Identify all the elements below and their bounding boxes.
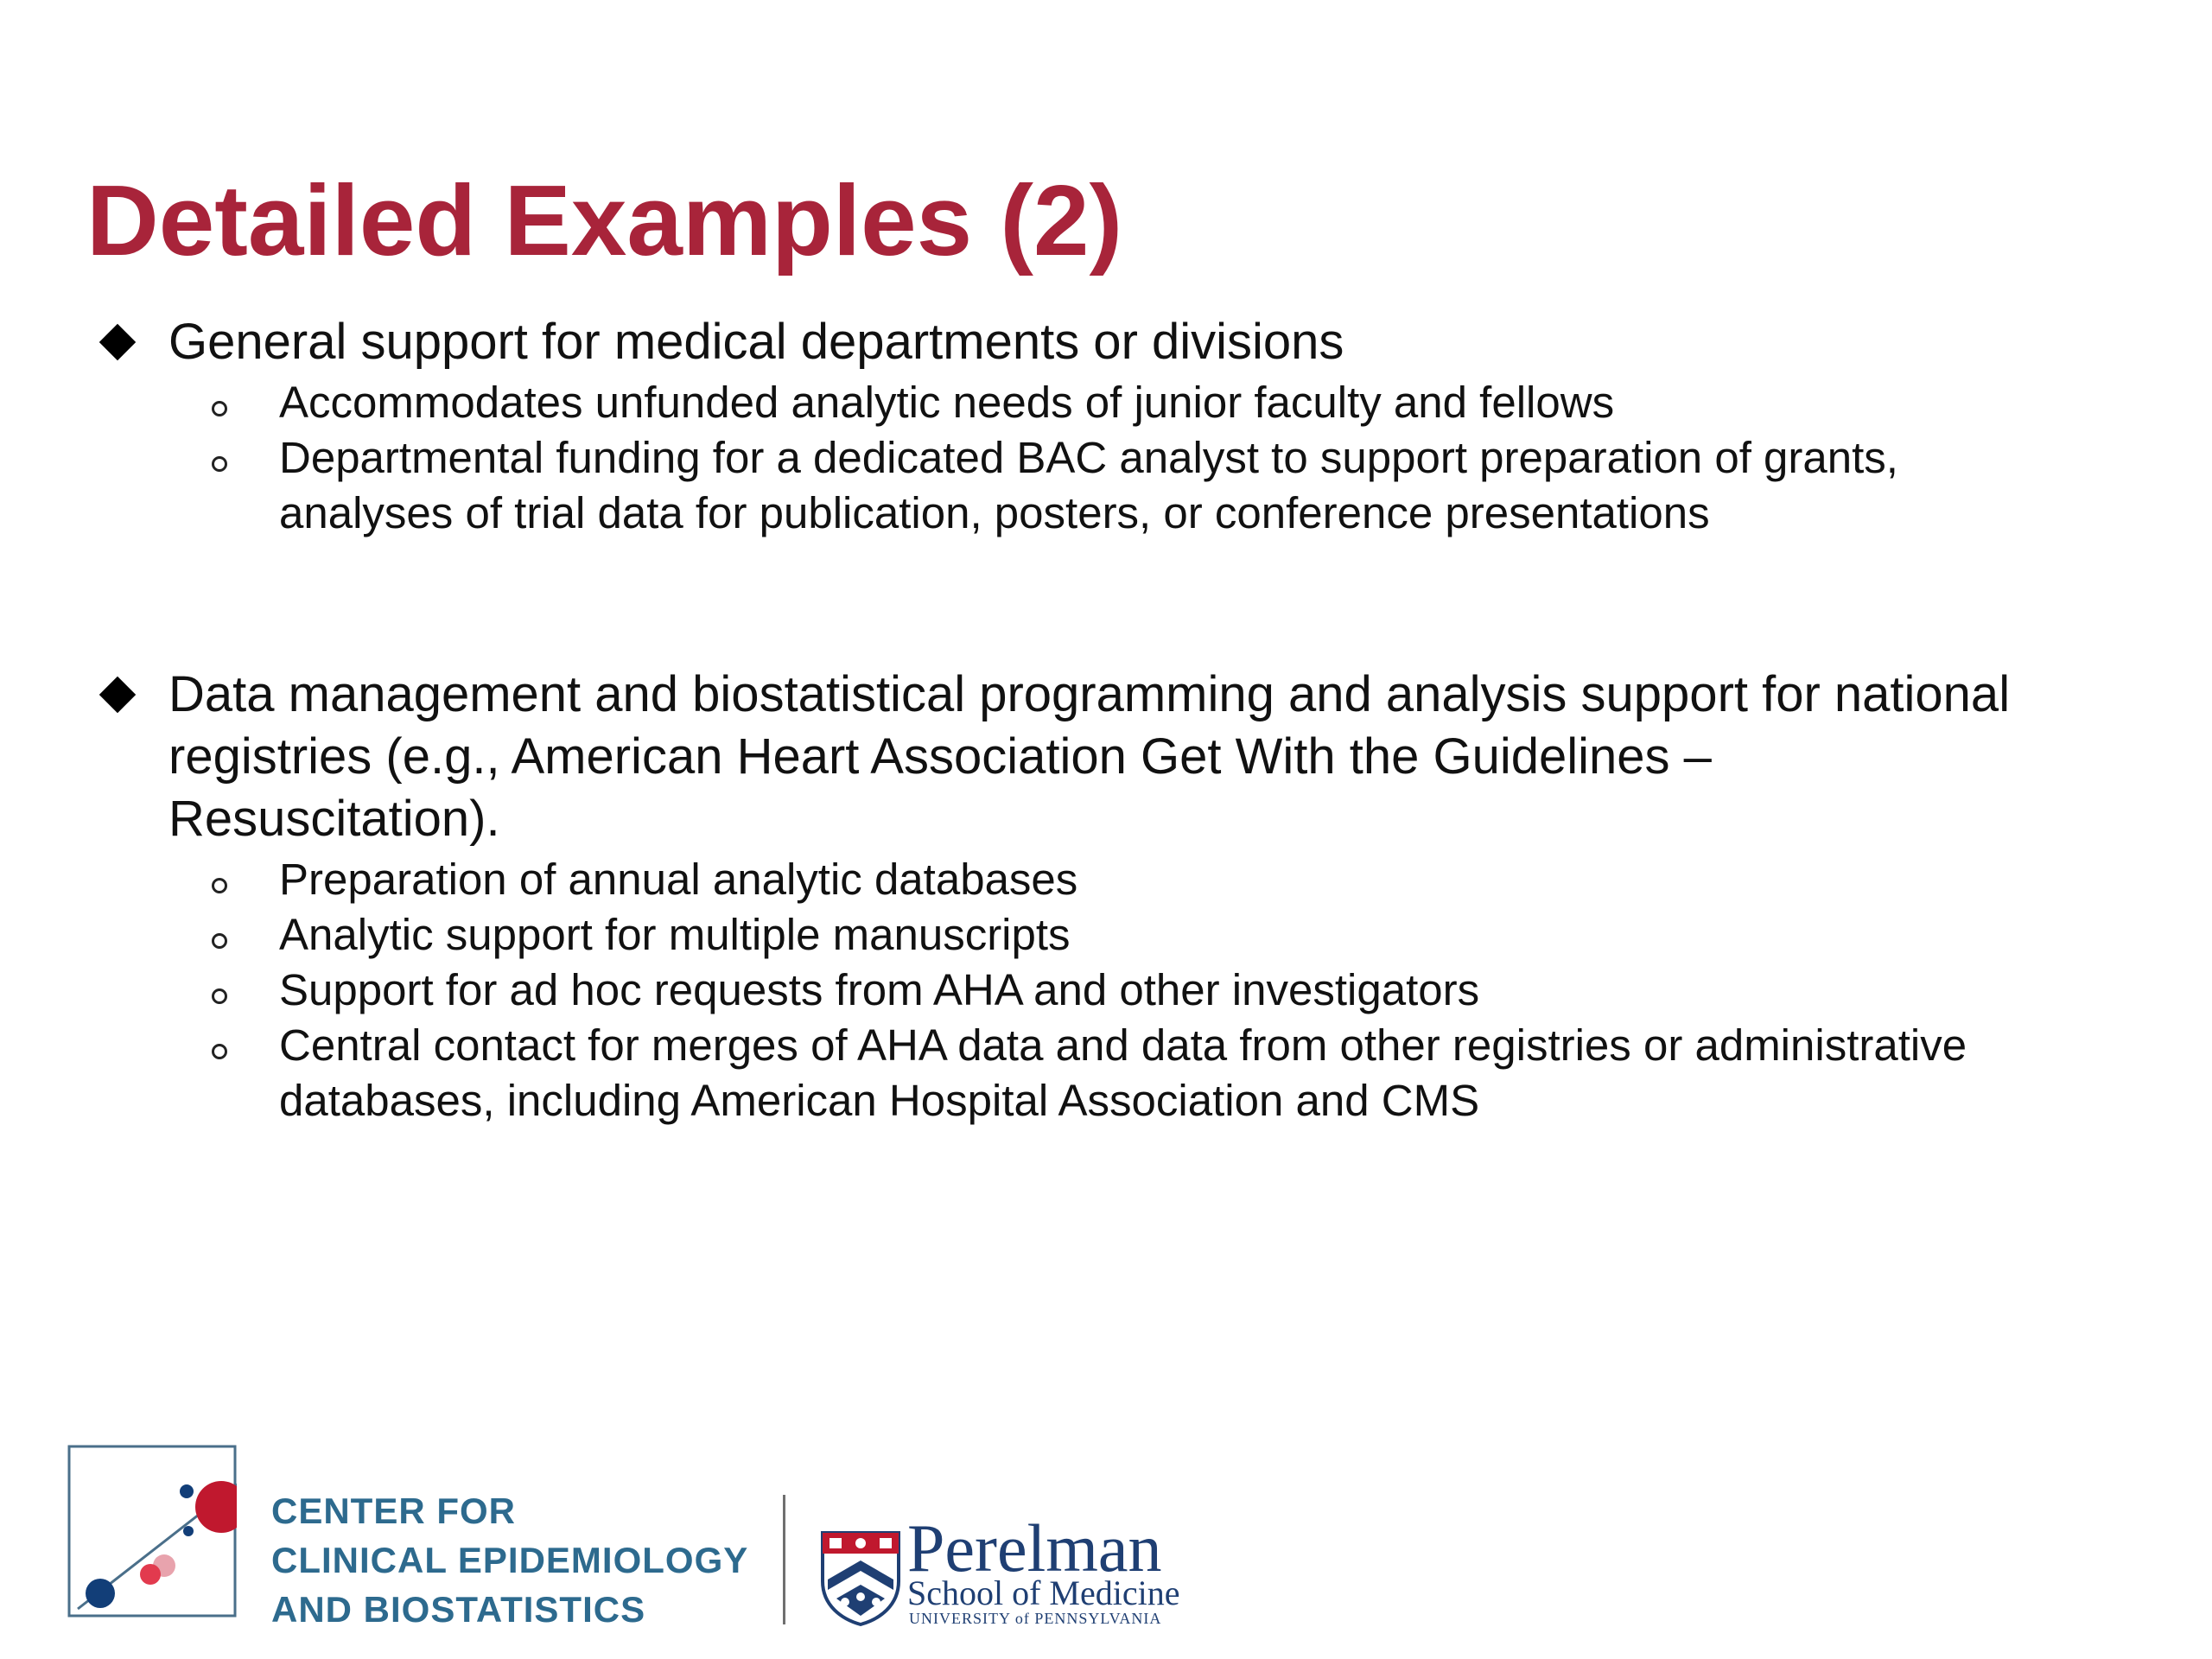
bullet-heading [99,311,2035,373]
sub-item [99,1018,2035,1128]
sub-item-text: Support for ad hoc requests from AHA and other investigators [279,965,1480,1014]
bullet-item [99,664,2035,1128]
cceb-wordmark [271,1486,748,1634]
sub-item-text: Analytic support for multiple manuscripts [279,910,1071,959]
bullet-text: Data management and biostatistical programming and analysis support for national registries (e.g., American Heart Association Get With the Guidelines – Resuscitation). [168,666,2011,847]
sub-list [99,852,2035,1128]
sub-item-text: Central contact for merges of AHA data and data from other registries or administrative databases, including American Hospital Association and CMS [279,1020,1967,1125]
slide-title: Detailed Examples (2) [86,164,1123,276]
hollow-circle-bullet-icon [212,456,227,472]
sub-item [99,375,2035,430]
hollow-circle-bullet-icon [212,878,227,893]
hollow-circle-bullet-icon [212,401,227,416]
cceb-line: CENTER FOR [271,1491,516,1531]
sub-item-text: Accommodates unfunded analytic needs of junior faculty and fellows [279,378,1615,427]
cceb-logo-icon [67,1445,237,1618]
bullet-text: General support for medical departments or divisions [168,314,1344,370]
sub-item-text: Preparation of annual analytic databases [279,855,1078,904]
diamond-bullet-icon [99,677,136,713]
perelman-school: School of Medicine [907,1573,1180,1612]
perelman-university: UNIVERSITY of PENNSYLVANIA [909,1610,1162,1627]
cceb-line: CLINICAL EPIDEMIOLOGY [271,1540,749,1580]
diamond-bullet-icon [99,324,136,360]
perelman-wordmark: Perelman [907,1510,1162,1586]
footer-divider [783,1495,785,1624]
penn-shield-icon [819,1529,902,1626]
sub-item [99,963,2035,1018]
hollow-circle-bullet-icon [212,1044,227,1059]
bullet-item [99,311,2035,541]
hollow-circle-bullet-icon [212,988,227,1004]
hollow-circle-bullet-icon [212,933,227,949]
sub-item [99,430,2035,541]
bullet-heading [99,664,2035,850]
sub-item-text: Departmental funding for a dedicated BAC analyst to support preparation of grants, analyses of trial data for publication, posters, or conference presentations [279,433,1898,537]
cceb-line: AND BIOSTATISTICS [271,1589,646,1630]
sub-item [99,852,2035,907]
sub-item [99,907,2035,963]
sub-list [99,375,2035,541]
